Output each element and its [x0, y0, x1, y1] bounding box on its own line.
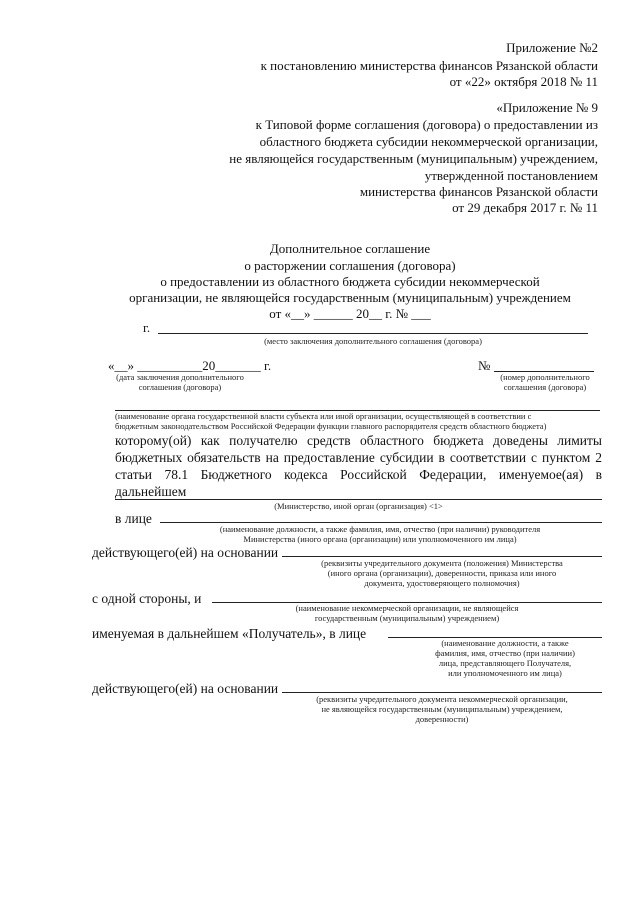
appendix-2-resolution: к постановлению министерства финансов Рязанской области: [260, 58, 598, 73]
appendix-2-label: Приложение №2: [506, 40, 598, 55]
recipient-caption1: (наименование должности, а также: [441, 638, 569, 648]
title-line4: организации, не являющейся государственным (муниципальным) учреждением: [129, 290, 571, 305]
face-caption1: (наименование должности, а также фамилия, имя, отчество (при наличии) руководителя: [219, 524, 541, 534]
face-caption2: Министерства (иного органа (организации) или уполномоченного им лица): [243, 534, 517, 544]
date-field[interactable]: «__» __________20_______ г.: [108, 358, 272, 373]
appendix-9-line5: утвержденной постановлением: [424, 168, 598, 183]
number-caption2: соглашения (договора): [503, 382, 587, 392]
acting1-caption3: документа, удостоверяющего полномочия): [364, 578, 520, 588]
appendix-9-line2: к Типовой форме соглашения (договора) о предоставлении из: [255, 117, 598, 132]
side-label: с одной стороны, и: [92, 591, 202, 606]
acting2-caption3: доверенности): [415, 714, 469, 724]
face-field[interactable]: [160, 522, 602, 523]
title-line3: о предоставлении из областного бюджета субсидии некоммерческой: [160, 274, 540, 289]
acting2-field[interactable]: [282, 692, 602, 693]
appendix-9-line6: министерства финансов Рязанской области: [359, 184, 598, 199]
main-paragraph: которому(ой) как получателю средств областного бюджета доведены лимиты бюджетных обязательств на предоставление субсидии в соответствии с пунктом 2 статьи 78.1 Бюджетного кодекса Российской Федерации, именуемое(ая) в дальнейшем: [115, 433, 602, 499]
acting1-caption1: (реквизиты учредительного документа (положения) Министерства: [321, 558, 563, 568]
acting1-field[interactable]: [282, 556, 602, 557]
ministry-caption: (Министерство, иной орган (организация) <1>: [274, 501, 443, 511]
title-line1: Дополнительное соглашение: [269, 241, 431, 256]
appendix-2-date: от «22» октября 2018 № 11: [449, 74, 598, 89]
ministry-field[interactable]: [115, 499, 602, 500]
appendix-9-label: «Приложение № 9: [496, 100, 598, 115]
organ-caption2: бюджетным законодательством Российской Федерации функции главного распорядителя средств областного бюджета): [115, 421, 547, 431]
acting1-caption2: (иного органа (организации), доверенности, приказа или иного: [327, 568, 557, 578]
date-caption2: соглашения (договора): [138, 382, 222, 392]
appendix-9-date: от 29 декабря 2017 г. № 11: [452, 200, 598, 215]
place-prefix: г.: [143, 320, 151, 335]
place-caption: (место заключения дополнительного соглашения (договора): [264, 336, 482, 346]
organ-caption1: (наименование органа государственной власти субъекта или иной организации, осуществляющей в соответствии с: [115, 411, 532, 421]
acting2-label: действующего(ей) на основании: [92, 681, 279, 696]
recipient-caption2: фамилия, имя, отчество (при наличии): [435, 648, 575, 658]
recipient-caption3: лица, представляющего Получателя,: [438, 658, 572, 668]
acting1-label: действующего(ей) на основании: [92, 545, 279, 560]
recipient-label: именуемая в дальнейшем «Получатель», в лице: [92, 626, 367, 641]
date-caption1: (дата заключения дополнительного: [116, 372, 244, 382]
number-caption1: (номер дополнительного: [500, 372, 590, 382]
recipient-caption4: или уполномоченного им лица): [448, 668, 562, 678]
appendix-9-line3: областного бюджета субсидии некоммерческой организации,: [259, 134, 598, 149]
number-label: №: [478, 358, 491, 373]
place-field[interactable]: [158, 333, 588, 334]
title-line5: от «__» ______ 20__ г. № ___: [269, 306, 431, 321]
acting2-caption2: не являющейся государственным (муниципальным) учреждением,: [321, 704, 563, 714]
side-caption1: (наименование некоммерческой организации, не являющейся: [295, 603, 519, 613]
appendix-9-line4: не являющейся государственным (муниципальным) учреждением,: [229, 151, 598, 166]
acting2-caption1: (реквизиты учредительного документа некоммерческой организации,: [316, 694, 568, 704]
side-caption2: государственным (муниципальным) учреждением): [314, 613, 500, 623]
title-line2: о расторжении соглашения (договора): [244, 258, 456, 273]
face-label: в лице: [115, 511, 152, 526]
